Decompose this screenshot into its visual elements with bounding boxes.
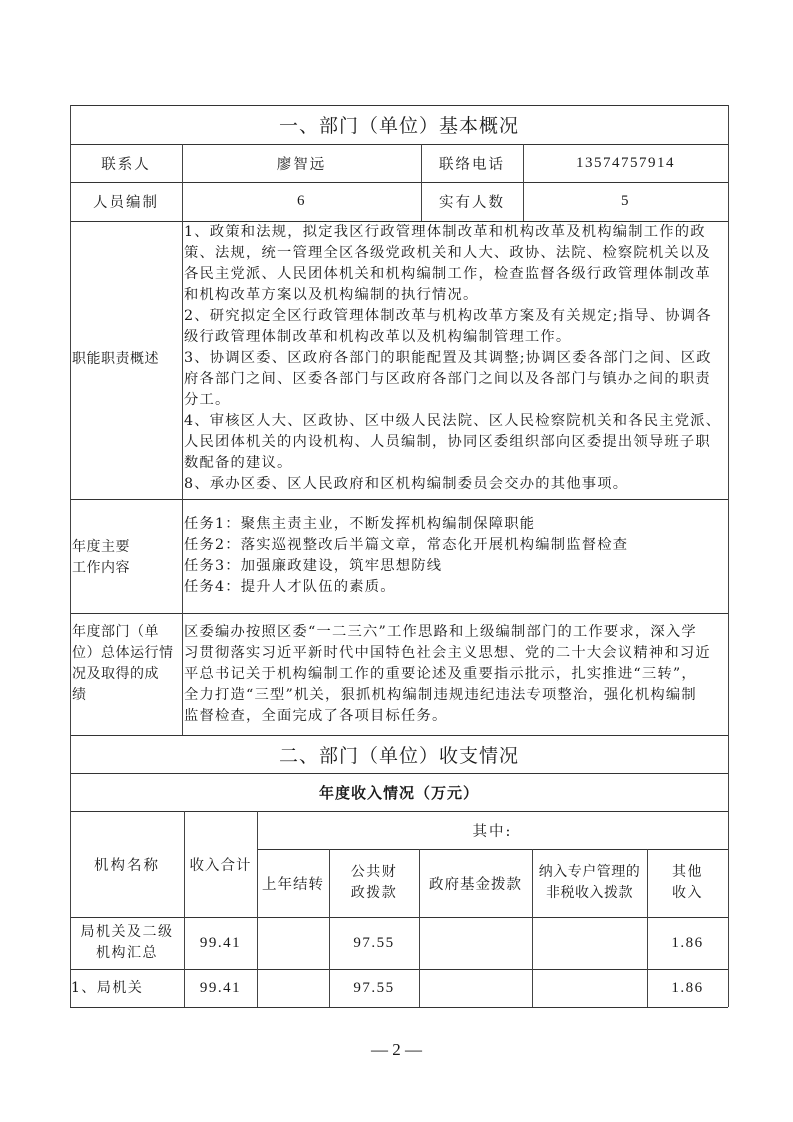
phone-label: 联络电话 (439, 156, 505, 173)
duties-line: 8、承办区委、区人民政府和区机构编制委员会交办的其他事项。 (184, 476, 629, 492)
row-nontax (532, 917, 647, 969)
header-public-finance: 公共财 政拨款 (350, 864, 398, 901)
row-total: 99.41 (199, 979, 242, 996)
row-name: 局机关及二级 机构汇总 (80, 924, 174, 961)
row-public-finance: 97.55 (353, 979, 395, 996)
row-name: 1、局机关 (71, 979, 144, 996)
row-public-finance: 97.55 (353, 934, 395, 951)
performance-line: 监督检查，全面完成了各项目标任务。 (184, 708, 448, 724)
section1-title: 一、部门（单位）基本概况 (278, 115, 519, 137)
duties-line: 各民主党派、人民团体机关和机构编制工作，检查监督各级行政管理体制改革 (184, 266, 711, 282)
duties-line: 人民团体机关的内设机构、人员编制，协同区委组织部向区委提出领导班子职 (184, 434, 711, 450)
row-other: 1.86 (671, 979, 704, 996)
header-nontax: 纳入专户管理的 非税收入拨款 (538, 864, 641, 901)
header-total: 收入合计 (189, 857, 252, 874)
duties-label: 职能职责概述 (72, 351, 159, 367)
header-org-name: 机构名称 (94, 857, 160, 874)
actual-staff-value: 5 (621, 193, 630, 209)
performance-line: 平总书记关于机构编制工作的重要论述及重要指示批示，扎实推进“三转”， (184, 666, 697, 682)
performance-text (184, 622, 727, 727)
tasks-label: 年度主要 工作内容 (72, 539, 130, 576)
header-carryover: 上年结转 (262, 876, 324, 893)
header-other: 其他 收入 (672, 864, 703, 901)
duties-line: 府各部门之间、区委各部门与区政府各部门之间以及各部门与镇办之间的职责 (184, 371, 711, 387)
task-item: 任务2：落实巡视整改后半篇文章，常态化开展机构编制监督检查 (184, 537, 629, 553)
staff-quota-label: 人员编制 (93, 195, 159, 211)
row-gov-fund (419, 969, 532, 1007)
task-item: 任务1：聚焦主责主业，不断发挥机构编制保障职能 (184, 516, 536, 532)
duties-line: 1、政策和法规，拟定我区行政管理体制改革和机构改革及机构编制工作的政 (184, 224, 706, 240)
duties-text (184, 222, 727, 495)
duties-line: 数配备的建议。 (184, 455, 293, 471)
section2-title: 二、部门（单位）收支情况 (278, 744, 519, 767)
performance-line: 习贯彻落实习近平新时代中国特色社会主义思想、党的二十大会议精神和习近 (184, 645, 711, 661)
tasks-list (184, 514, 727, 598)
task-item: 任务3：加强廉政建设，筑牢思想防线 (184, 558, 443, 574)
duties-line: 和机构改革方案以及机构编制的执行情况。 (184, 287, 479, 303)
contact-label: 联系人 (101, 156, 151, 173)
phone-value: 13574757914 (576, 154, 675, 171)
duties-line: 2、研究拟定全区行政管理体制改革与机构改革方案及有关规定;指导、协调各 (184, 308, 712, 324)
income-title: 年度收入情况（万元） (318, 783, 479, 802)
row-carryover (257, 917, 329, 969)
task-item: 任务4：提升人才队伍的素质。 (184, 579, 396, 595)
header-gov-fund: 政府基金拨款 (429, 876, 522, 893)
duties-line: 策、法规，统一管理全区各级党政机关和人大、政协、法院、检察院机关以及 (184, 245, 711, 261)
duties-line: 3、协调区委、区政府各部门的职能配置及其调整;协调区委各部门之间、区政 (184, 350, 712, 366)
row-total: 99.41 (199, 934, 242, 951)
row-other: 1.86 (671, 934, 704, 951)
duties-line: 级行政管理体制改革和机构改革以及机构编制管理工作。 (184, 329, 572, 345)
row-gov-fund (419, 917, 532, 969)
duties-line: 4、审核区人大、区政协、区中级人民法院、区人民检察院机关和各民主党派、 (184, 413, 722, 429)
header-of-which: 其中: (472, 823, 513, 840)
row-carryover (257, 969, 329, 1007)
staff-quota-value: 6 (297, 193, 306, 209)
row-nontax (532, 969, 647, 1007)
contact-value: 廖智远 (276, 156, 327, 173)
performance-label: 年度部门（单 位）总体运行情 况及取得的成 绩 (72, 624, 174, 703)
duties-line: 分工。 (184, 392, 231, 408)
page-number: — 2 — (371, 1040, 422, 1059)
actual-staff-label: 实有人数 (439, 195, 505, 211)
performance-line: 区委编办按照区委“一二三六”工作思路和上级编制部门的工作要求，深入学 (184, 624, 697, 640)
performance-line: 全力打造“三型”机关，狠抓机构编制违规违纪违法专项整治，强化机构编制 (184, 687, 697, 703)
